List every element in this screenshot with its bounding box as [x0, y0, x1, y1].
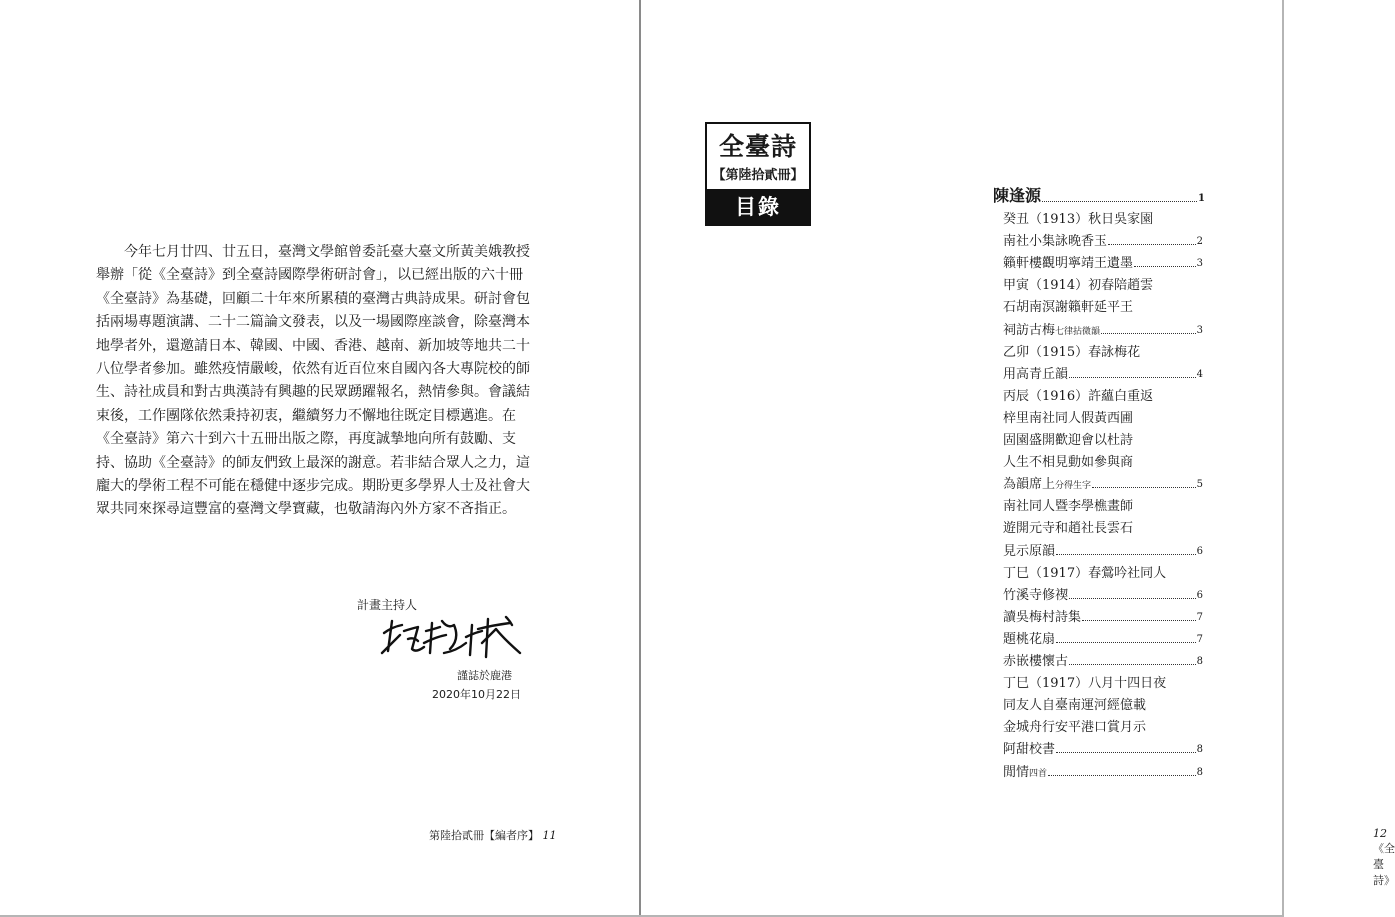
handwritten-signature: [378, 613, 528, 661]
toc-page-number: 7: [1196, 611, 1203, 623]
toc-item[interactable]: [1003, 537, 1203, 559]
toc-page-number: 5: [1196, 479, 1203, 491]
toc-item[interactable]: [1003, 492, 1203, 514]
toc-item-title: [1003, 208, 1153, 227]
running-footer-left: [429, 827, 557, 843]
footer-left-text: 第陸拾貳冊【編者序】: [429, 829, 539, 842]
toc-page-number: 3: [1196, 324, 1203, 336]
toc-item-title: [1003, 672, 1166, 691]
toc-item-title: [1003, 407, 1133, 426]
toc-item-note: 分得生字: [1055, 481, 1092, 492]
toc-item-title: [1003, 540, 1055, 559]
toc-item-title: [1003, 738, 1055, 757]
toc-page-number: 6: [1196, 545, 1203, 557]
toc-page-number: 4: [1196, 368, 1203, 380]
toc-item-text: 丁巳（1917）八月十四日夜: [1003, 676, 1167, 692]
toc-item-title: [1003, 716, 1146, 735]
toc-item[interactable]: [1003, 382, 1203, 404]
toc-item-title: [1003, 562, 1166, 581]
toc-item-text: 梓里南社同人假黃西圃: [1003, 410, 1134, 426]
toc-item-text: 癸丑（1913）秋日吳家園: [1003, 212, 1154, 227]
running-footer-right: [1373, 827, 1395, 888]
toc-item[interactable]: [1003, 426, 1203, 448]
toc-item[interactable]: [1003, 735, 1203, 757]
toc-item-text: 人生不相見動如參與商: [1003, 455, 1134, 471]
dot-leader: [1042, 200, 1197, 202]
toc-item[interactable]: [1003, 669, 1203, 691]
preface-line: 持、協助《全臺詩》的師友們致上最深的謝意。若非結合眾人之力，這: [96, 454, 530, 471]
toc-item-title: [1003, 761, 1047, 780]
toc-item-title: [1003, 517, 1133, 536]
toc-item[interactable]: [1003, 581, 1203, 603]
toc-page-number: 3: [1196, 258, 1203, 270]
toc-item[interactable]: [1003, 293, 1203, 315]
toc-item-title: [1003, 694, 1146, 713]
preface-line: 今年七月廿四、廿五日，臺灣文學館曾委託臺大臺文所黃美娥教授: [96, 244, 530, 260]
toc-item-title: [1003, 473, 1091, 492]
preface-line: 《全臺詩》第六十到六十五冊出版之際，再度誠摯地向所有鼓勵、支: [96, 431, 516, 448]
toc-item[interactable]: [1003, 249, 1203, 271]
toc-item-text: 同友人自臺南運河經億載: [1003, 698, 1147, 714]
toc-item-text: 甲寅（1914）初春陪趙雲: [1003, 278, 1154, 294]
toc-item-note: 七律拈微韻: [1055, 326, 1101, 337]
toc-item-title: [1003, 650, 1068, 669]
frame-edge-right: [1282, 0, 1284, 917]
toc-item-text: 金城舟行安平港口賞月示: [1003, 720, 1147, 736]
preface-line: 眾共同來探尋這豐富的臺灣文學寶藏，也敬請海內外方家不吝指正。: [96, 501, 516, 518]
toc-item-text: 阿甜校書: [1003, 742, 1056, 758]
toc-item-title: [1003, 274, 1153, 293]
toc-item[interactable]: [1003, 360, 1203, 382]
toc-item-text: 赤嵌樓懷古: [1003, 654, 1069, 669]
toc-item[interactable]: [1003, 316, 1203, 338]
preface-line: 八位學者參加。雖然疫情嚴峻，依然有近百位來自國內各大專院校的師: [96, 360, 530, 377]
toc-item-text: 題桃花扇: [1003, 631, 1056, 647]
toc-item[interactable]: [1003, 205, 1203, 227]
toc-item-title: [1003, 385, 1153, 404]
toc-item[interactable]: [1003, 758, 1203, 780]
toc-item[interactable]: [1003, 559, 1203, 581]
toc-author-name: 陳逢源: [993, 186, 1042, 205]
toc-item-title: [1003, 429, 1133, 448]
toc-item[interactable]: [1003, 338, 1203, 360]
toc-item-text: 為韻席上: [1003, 477, 1056, 493]
toc-page-number: 8: [1196, 656, 1203, 667]
preface-line: 地學者外，還邀請日本、韓國、中國、香港、越南、新加坡等地共二十: [96, 337, 530, 354]
toc-item-title: [1003, 252, 1133, 271]
toc-item-text: 用高青丘韻: [1003, 366, 1069, 382]
preface-line: 《全臺詩》為基礎，回顧二十年來所累積的臺灣古典詩成果。研討會包: [96, 290, 530, 307]
title-box: [705, 122, 811, 226]
dot-leader: [1082, 619, 1196, 621]
toc-item-note: 四首: [1029, 768, 1048, 779]
toc-item-title: [1003, 495, 1133, 514]
dot-leader: [1056, 641, 1196, 643]
toc-item-text: 祠訪古梅: [1003, 322, 1056, 338]
toc-item[interactable]: [1003, 271, 1203, 293]
toc-item-title: [1003, 584, 1068, 603]
toc-item-text: 竹溪寺修禊: [1003, 587, 1069, 603]
toc-item[interactable]: [1003, 514, 1203, 536]
toc-item[interactable]: [1003, 470, 1203, 492]
toc-item-text: 丁巳（1917）春鶯吟社同人: [1003, 565, 1167, 581]
dot-leader: [1134, 265, 1196, 267]
preface-line: 生、詩社成員和對古典漢詩有興趣的民眾踴躍報名，熱情參與。會議結: [96, 384, 530, 401]
collection-title: 全臺詩: [718, 132, 797, 161]
toc-item-text: 石胡南溟謝籟軒延平王: [1003, 300, 1134, 316]
toc-item-text: 丙辰（1916）許蘊白重返: [1003, 388, 1154, 404]
toc-page-number: 8: [1196, 766, 1203, 778]
toc-item-text: 讀吳梅村詩集: [1003, 609, 1082, 625]
toc-item-text: 南社同人暨李學樵畫師: [1003, 499, 1134, 515]
toc-item[interactable]: [1003, 713, 1203, 735]
toc-item[interactable]: [1003, 603, 1203, 625]
toc-item-text: 南社小集詠晚香玉: [1003, 234, 1108, 250]
toc-item-text: 見示原韻: [1003, 543, 1056, 559]
signature-place: 謹誌於鹿港: [457, 669, 512, 682]
toc-item-title: [1003, 606, 1081, 625]
toc-item-title: [1003, 230, 1107, 249]
toc-item-text: 籟軒樓觀明寧靖王遺墨: [1003, 256, 1134, 272]
preface-line: 龐大的學術工程不可能在穩健中逐步完成。期盼更多學界人士及社會大: [96, 477, 530, 494]
toc-item-title: [1003, 628, 1055, 647]
preface-line: 括兩場專題演講、二十二篇論文發表，以及一場國際座談會，除臺灣本: [96, 314, 530, 331]
toc-item[interactable]: [1003, 691, 1203, 713]
left-page: [0, 0, 640, 917]
dot-leader: [1048, 774, 1196, 776]
footer-right-page-number: 12: [1373, 827, 1387, 840]
toc-item[interactable]: [1003, 647, 1203, 669]
dot-leader: [1056, 553, 1196, 555]
toc-page-number: 2: [1196, 236, 1203, 248]
toc-item-text: 遊開元寺和趙社長雲石: [1003, 521, 1134, 537]
toc-item-text: 固園盛開歡迎會以杜詩: [1003, 433, 1134, 448]
footer-right-text: 《全臺詩》: [1373, 842, 1395, 887]
signature-date: 2020年10月22日: [432, 688, 521, 701]
toc-item-title: [1003, 296, 1133, 315]
toc-item[interactable]: [1003, 448, 1203, 470]
toc-item-text: 閒情: [1003, 764, 1030, 780]
toc-item-title: [1003, 319, 1100, 338]
volume-label: 【第陸拾貳冊】: [712, 168, 804, 183]
signer-title: 計畫主持人: [357, 598, 418, 612]
toc-page-number: 1: [1198, 193, 1205, 204]
dot-leader: [1069, 376, 1196, 378]
preface-line: 舉辦「從《全臺詩》到全臺詩國際學術研討會」，以已經出版的六十冊: [96, 267, 523, 284]
preface-line: 束後，工作團隊依然秉持初衷，繼續努力不懈地往既定目標邁進。在: [96, 407, 516, 424]
toc-page-number: 7: [1196, 633, 1203, 645]
dot-leader: [1092, 486, 1196, 488]
toc-item[interactable]: [1003, 227, 1203, 249]
section-title: 目錄: [707, 189, 809, 224]
toc-item-title: [1003, 341, 1140, 360]
toc-author-entry[interactable]: [993, 182, 1205, 206]
dot-leader: [1069, 597, 1196, 599]
dot-leader: [1069, 663, 1196, 665]
toc-item-title: [1003, 451, 1133, 470]
dot-leader: [1056, 751, 1196, 753]
toc-item[interactable]: [1003, 625, 1203, 647]
footer-left-page-number: 11: [542, 829, 557, 842]
preface-body: [96, 241, 562, 522]
toc-item-text: 乙卯（1915）春詠梅花: [1003, 344, 1141, 360]
toc-item-title: [1003, 363, 1068, 382]
toc-item[interactable]: [1003, 404, 1203, 426]
toc-page-number: 8: [1196, 744, 1203, 756]
dot-leader: [1101, 332, 1196, 334]
toc-page-number: 6: [1196, 589, 1203, 601]
dot-leader: [1108, 243, 1196, 245]
